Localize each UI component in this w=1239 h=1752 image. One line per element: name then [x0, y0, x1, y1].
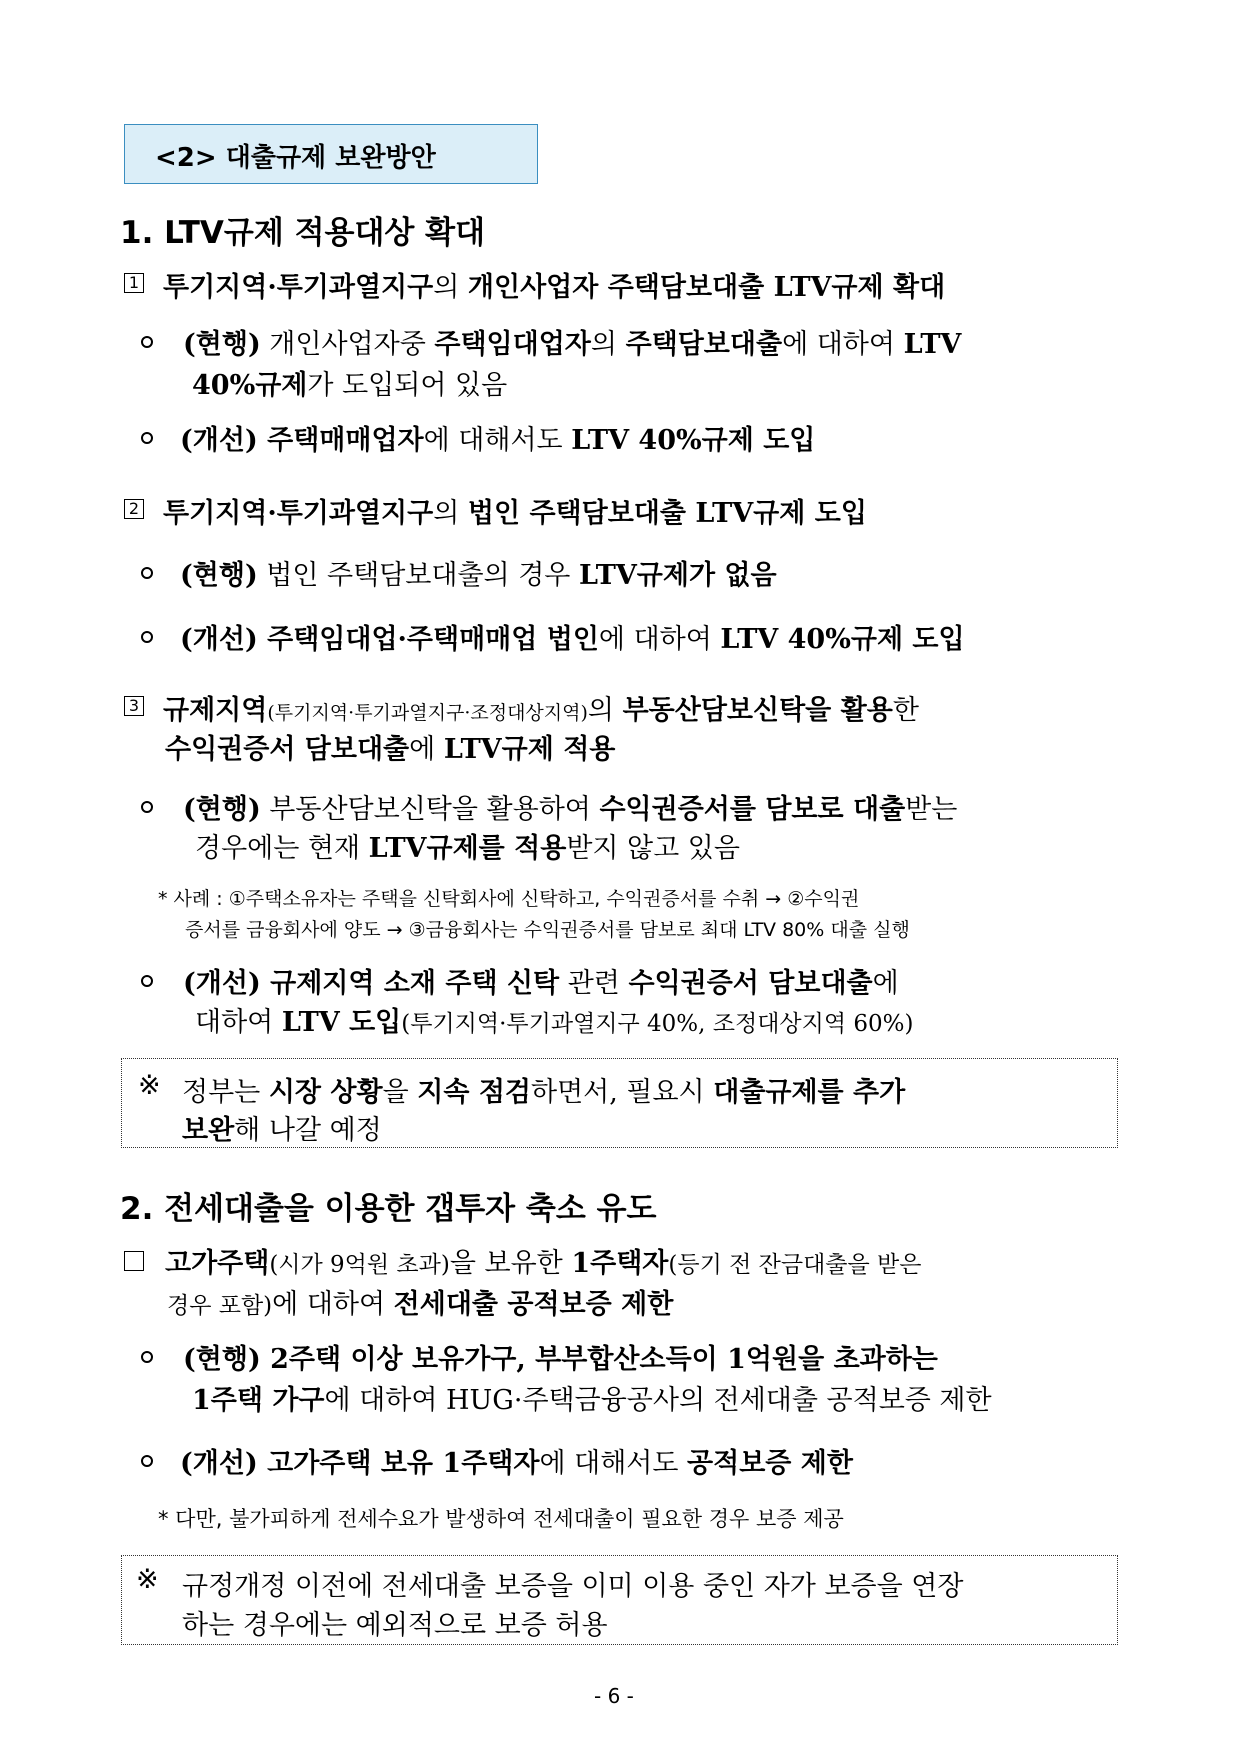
policy-note-line2: 보완해 나갈 예정 — [182, 1115, 382, 1146]
item3-example-note-line1: * 사례 : ①주택소유자는 주택을 신탁회사에 신탁하고, 수익권증서를 수취 → ②수익권 — [158, 888, 860, 910]
item4-note: * 다만, 불가피하게 전세수요가 발생하여 전세대출이 필요한 경우 보증 제공 — [158, 1507, 844, 1531]
item-number-box: 2 — [124, 499, 144, 519]
bullet-circle-icon — [141, 1455, 153, 1467]
policy-note-mark: ※ — [138, 1070, 161, 1101]
item3-improve-line2: 대하여 LTV 도입(투기지역·투기과열지구 40%, 조정대상지역 60%) — [195, 1007, 914, 1038]
heading-2: 2. 전세대출을 이용한 갭투자 축소 유도 — [120, 1191, 657, 1227]
exception-note-line1: 규정개정 이전에 전세대출 보증을 이미 이용 중인 자가 보증을 연장 — [182, 1571, 964, 1602]
bullet-circle-icon — [141, 336, 153, 348]
item4-improve: (개선) 고가주택 보유 1주택자에 대해서도 공적보증 제한 — [180, 1448, 853, 1479]
bullet-circle-icon — [141, 975, 153, 987]
bullet-circle-icon — [141, 432, 153, 444]
bullet-circle-icon — [141, 1351, 153, 1363]
item3-current-line2: 경우에는 현재 LTV규제를 적용받지 않고 있음 — [195, 833, 740, 864]
item1-current-line1: (현행) 개인사업자중 주택임대업자의 주택담보대출에 대하여 LTV — [183, 329, 962, 360]
item2-current: (현행) 법인 주택담보대출의 경우 LTV규제가 없음 — [180, 560, 777, 591]
item2-title: 투기지역·투기과열지구의 법인 주택담보대출 LTV규제 도입 — [163, 498, 867, 529]
item3-title-line1: 규제지역(투기지역·투기과열지구·조정대상지역)의 부동산담보신탁을 활용한 — [163, 695, 919, 726]
bullet-circle-icon — [141, 567, 153, 579]
item4-current-line2: 1주택 가구에 대하여 HUG·주택금융공사의 전세대출 공적보증 제한 — [192, 1385, 992, 1416]
heading-1: 1. LTV규제 적용대상 확대 — [120, 215, 486, 251]
item1-improve: (개선) 주택매매업자에 대해서도 LTV 40%규제 도입 — [180, 425, 816, 456]
exception-note-mark: ※ — [136, 1564, 159, 1595]
bullet-circle-icon — [141, 801, 153, 813]
bullet-circle-icon — [141, 631, 153, 643]
page-number: - 6 - — [594, 1684, 634, 1708]
item3-example-note-line2: 증서를 금융회사에 양도 → ③금융회사는 수익권증서를 담보로 최대 LTV 80% 대출 실행 — [185, 919, 910, 941]
item3-improve-line1: (개선) 규제지역 소재 주택 신탁 관련 수익권증서 담보대출에 — [183, 968, 899, 999]
exception-note-line2: 하는 경우에는 예외적으로 보증 허용 — [182, 1610, 608, 1641]
section-title-box — [124, 124, 538, 184]
section-title: <2> 대출규제 보완방안 — [155, 143, 436, 173]
item-number-box: 1 — [124, 273, 144, 293]
item-number-box: 3 — [124, 696, 144, 716]
policy-note-line1: 정부는 시장 상황을 지속 점검하면서, 필요시 대출규제를 추가 — [182, 1077, 906, 1108]
item4-title-line2: 경우 포함)에 대하여 전세대출 공적보증 제한 — [167, 1289, 674, 1320]
item3-current-line1: (현행) 부동산담보신탁을 활용하여 수익권증서를 담보로 대출받는 — [183, 794, 958, 825]
item4-title-line1: 고가주택(시가 9억원 초과)을 보유한 1주택자(등기 전 잔금대출을 받은 — [165, 1248, 922, 1279]
item-square-box — [124, 1251, 144, 1271]
item3-title-line2: 수익권증서 담보대출에 LTV규제 적용 — [165, 734, 616, 765]
item2-improve: (개선) 주택임대업·주택매매업 법인에 대하여 LTV 40%규제 도입 — [180, 624, 965, 655]
item1-current-line2: 40%규제가 도입되어 있음 — [192, 370, 508, 401]
item1-title: 투기지역·투기과열지구의 개인사업자 주택담보대출 LTV규제 확대 — [163, 272, 946, 303]
item4-current-line1: (현행) 2주택 이상 보유가구, 부부합산소득이 1억원을 초과하는 — [183, 1344, 938, 1375]
